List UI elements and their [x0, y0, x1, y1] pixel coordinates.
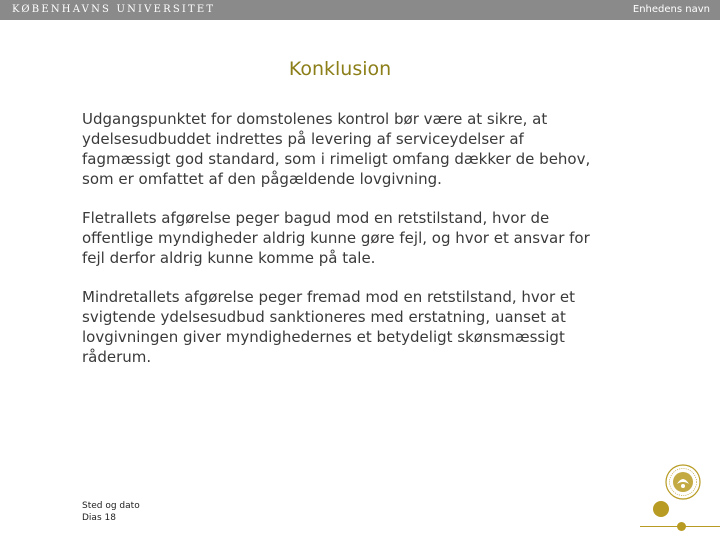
paragraph-1: Udgangspunktet for domstolenes kontrol bør være at sikre, at ydelsesudbuddet indrettes på levering af serviceydelser af fagmæssigt god standard, som i rimeligt omfang dækker de behov, som er omfattet af den pågældende lovgivning. — [82, 110, 591, 188]
university-name: KØBENHAVNS UNIVERSITET — [12, 4, 216, 15]
paragraph-3: Mindretallets afgørelse peger fremad mod en retstilstand, hvor et svigtende ydelsesudbud sanktioneres med erstatning, uanset at lovgivningen giver myndighedernes et betydeligt skønsmæssigt råderum. — [82, 288, 576, 366]
decorative-dot-large — [653, 501, 669, 517]
slide-number: Dias 18 — [82, 513, 116, 523]
paragraph-2: Fletrallets afgørelse peger bagud mod en retstilstand, hvor de offentlige myndigheder aldrig kunne gøre fejl, og hvor et ansvar for fejl derfor aldrig kunne komme på tale. — [82, 209, 590, 267]
decorative-dot-small — [677, 522, 686, 531]
slide-footer — [82, 500, 140, 524]
header-bar — [0, 0, 720, 20]
place-date: Sted og dato — [82, 501, 140, 511]
slide-title: Konklusion — [288, 58, 392, 80]
unit-name: Enhedens navn — [632, 4, 710, 15]
university-seal-icon — [652, 462, 702, 502]
slide-body — [82, 109, 612, 386]
